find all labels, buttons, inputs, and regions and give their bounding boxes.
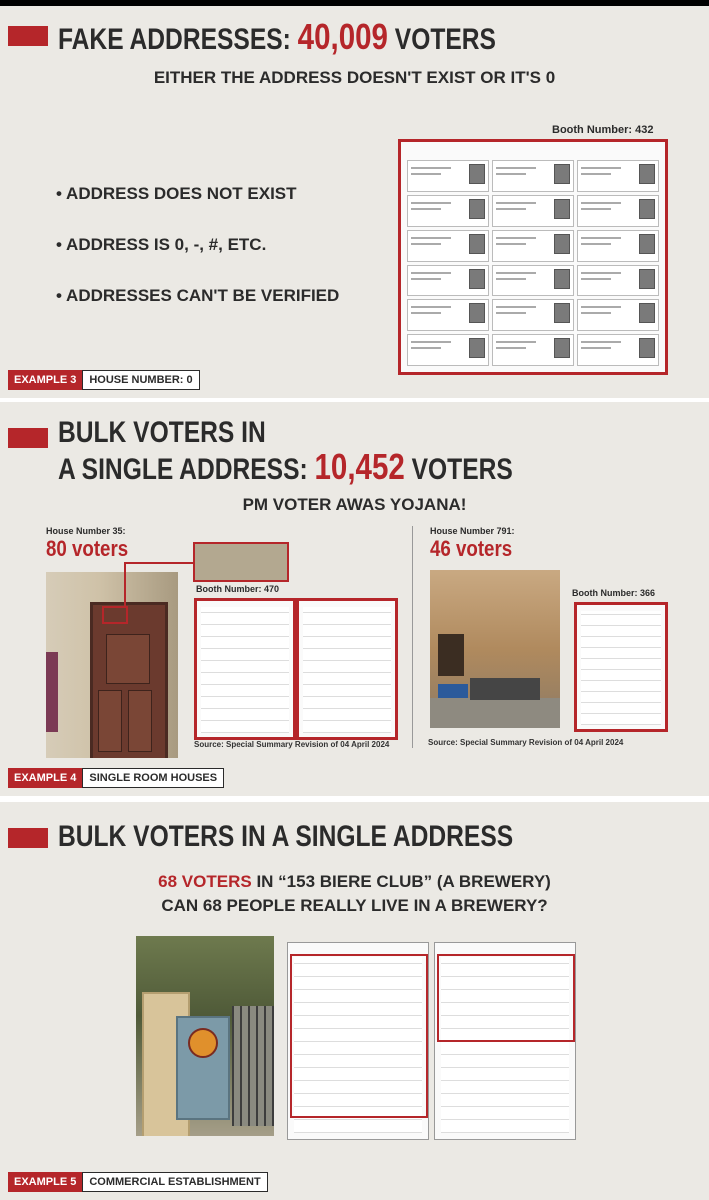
left-source: Source: Special Summary Revision of 04 April 2024 [194,740,390,749]
left-booth-label: Booth Number: 470 [196,584,280,594]
door-panel [106,634,150,684]
panel3-subtitle-2: CAN 68 PEOPLE REALLY LIVE IN A BREWERY? [161,896,548,915]
right-house-label: House Number 791: [430,526,515,536]
right-voter-count: 46 voters [430,536,513,561]
bullet-1: • ADDRESS DOES NOT EXIST [56,184,297,203]
example-5-number: EXAMPLE 5 [8,1172,82,1192]
example-5-tag [8,1172,268,1192]
panel2-title-suffix: VOTERS [411,453,513,486]
example-3-number: EXAMPLE 3 [8,370,82,390]
callout-line-h [124,562,194,564]
panel-fake-addresses [0,6,709,398]
panel1-subtitle: EITHER THE ADDRESS DOESN'T EXIST OR IT'S 0 [153,68,556,87]
left-voter-count: 80 voters [46,536,129,561]
callout-line [124,562,126,608]
brewery-photo [136,936,274,1136]
right-voter-roll [574,602,668,732]
panel2-title-line2 [58,446,513,488]
title-bar-accent [8,428,48,448]
example-4-tag [8,768,224,788]
house-photo [430,570,560,728]
panel2-title-number: 10,452 [314,446,405,487]
courtyard [430,698,560,728]
gate [232,1006,274,1126]
example-3-text: HOUSE NUMBER: 0 [82,370,199,390]
title-bar-accent [8,26,48,46]
bullet-3: • ADDRESSES CAN'T BE VERIFIED [56,286,340,305]
example-4-number: EXAMPLE 4 [8,768,82,788]
window [438,634,464,676]
bullet-2: • ADDRESS IS 0, -, #, ETC. [56,235,267,254]
right-source: Source: Special Summary Revision of 04 April 2024 [428,738,624,747]
panel-brewery [0,802,709,1200]
panel2-divider [412,526,413,748]
example-5-text: COMMERCIAL ESTABLISHMENT [82,1172,267,1192]
brewery-highlight-2 [437,954,575,1042]
house-number-zoom [193,542,289,582]
door-panel-3 [128,690,152,752]
panel1-title [58,16,496,58]
example-3-tag [8,370,200,390]
left-house-label: House Number 35: [46,526,126,536]
panel3-subtitle-rest: IN “153 BIERE CLUB” (A BREWERY) [256,872,551,891]
panel2-title-line1: BULK VOTERS IN [58,416,266,449]
door-photo [46,572,178,758]
right-booth-label: Booth Number: 366 [572,588,656,598]
voter-roll-image [398,139,668,375]
curtain [46,652,58,732]
panel1-title-prefix: FAKE ADDRESSES: [58,23,291,56]
left-voter-roll-2 [296,598,398,740]
panel3-subtitle-red: 68 VOTERS [158,872,252,891]
title-bar-accent [8,828,48,848]
tarp [470,678,540,700]
panel-bulk-voters [0,402,709,796]
panel3-subtitle-1 [0,872,709,892]
panel3-title: BULK VOTERS IN A SINGLE ADDRESS [58,820,514,853]
brewery-sign-logo [188,1028,218,1058]
panel2-subtitle: PM VOTER AWAS YOJANA! [242,495,467,514]
voter-roll-grid [407,160,659,366]
door-panel-2 [98,690,122,752]
left-voter-roll-1 [194,598,296,740]
brewery-highlight-1 [290,954,428,1118]
house-number-highlight [102,606,128,624]
panel2-title-prefix: A SINGLE ADDRESS: [58,453,308,486]
example-4-text: SINGLE ROOM HOUSES [82,768,224,788]
panel1-title-number: 40,009 [297,16,388,57]
panel1-booth-label: Booth Number: 432 [552,124,654,136]
panel1-title-suffix: VOTERS [394,23,496,56]
